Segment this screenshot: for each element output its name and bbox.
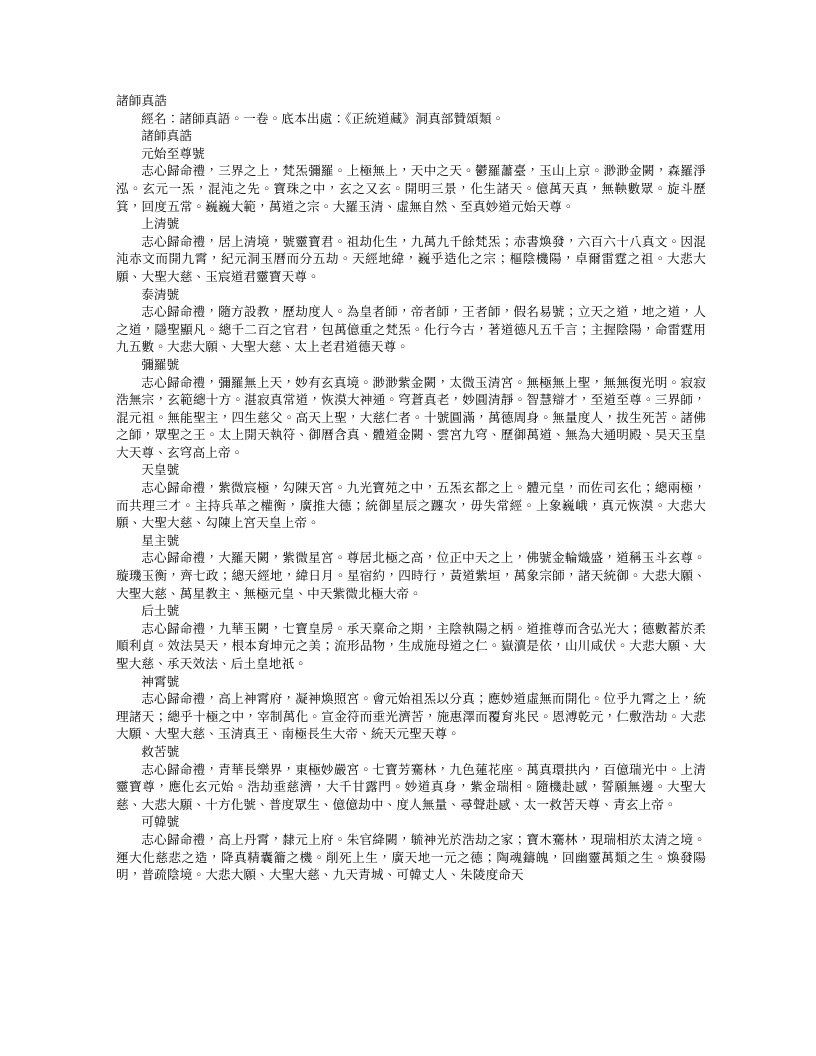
document-title: 諸師真誥: [116, 93, 167, 108]
section-body-shenxiao: 志心歸命禮，高上神霄府，凝神煥照宮。會元始祖炁以分真；應妙道虛無而開化。位乎九霄之上，統理諸天；總乎十極之中，宰制萬化。宣金符而垂光濟苦，施惠澤而覆育兆民。恩溥乾元，仁敷浩劫。大悲大願、大聖大慈、玉清真王、南極長生大帝、統天元聖天尊。: [116, 691, 706, 742]
section-body-tianhuang: 志心歸命禮，紫微宸極，勾陳天宮。九光寶苑之中，五炁玄都之上。體元皇，而佐司玄化；總兩極，而共理三才。主持兵革之權衡，廣推大德；統御星辰之躔次，毋失常經。上象巍峨，真元恢漠。大悲大願、大聖大慈、勾陳上宮天皇上帝。: [116, 480, 706, 531]
section-body-kehan: 志心歸命禮，高上丹霄，隸元上府。朱官絳闕，毓神光於浩劫之家；寶木騫林，現瑞相於太清之境。運大化慈悲之造，降真精囊籥之機。削死上生，廣天地一元之德；陶魂鑄魄，回幽靈萬類之生。煥發陽明，普疏陰境。大悲大願、大聖大慈、九天青城、可韓丈人、朱陵度命天: [116, 831, 706, 883]
section-heading-jiuku: 救苦號: [141, 743, 180, 759]
section-body-shangqing: 志心歸命禮，居上清境，號靈寶君。祖劫化生，九萬九千餘梵炁；赤書煥發，六百六十八真文。因混沌赤文而開九霄，紀元洞玉曆而分五劫。天經地緯，巍乎造化之宗；樞陰機陽，卓爾雷霆之祖。大悲大願、大聖大慈、玉宸道君靈寶天尊。: [116, 233, 706, 284]
section-heading-xingzhu: 星主號: [141, 532, 180, 548]
running-title: 諸師真誥: [141, 128, 193, 144]
section-heading-shenxiao: 神霄號: [141, 673, 180, 689]
section-body-jiuku: 志心歸命禮，青華長樂界，東極妙嚴宮。七寶芳騫林，九色蓮花座。萬真環拱內，百億瑞光中。上清靈寶尊，應化玄元始。浩劫垂慈濟，大千甘露門。妙道真身，紫金瑞相。隨機赴感，誓願無邊。大聖大慈、大悲大願、十方化號、普度眾生、億億劫中、度人無量、尋聲赴感、太一救苦天尊、青玄上帝。: [116, 761, 706, 812]
section-heading-kehan: 可韓號: [141, 814, 180, 830]
section-heading-shangqing: 上清號: [141, 216, 180, 232]
section-heading-taiqing: 泰清號: [141, 286, 180, 302]
section-body-houtu: 志心歸命禮，九華玉闕，七寶皇房。承天稟命之期，主陰執陽之柄。道推尊而含弘光大；德數蓄於柔順利貞。效法昊天，根本育坤元之美；流形品物，生成施母道之仁。嶽瀆是依，山川咸伏。大悲大願、大聖大慈、承天效法、后土皇地祇。: [116, 620, 706, 671]
document-text-column: [116, 92, 706, 884]
section-heading-houtu: 后土號: [141, 603, 180, 619]
section-body-miluo: 志心歸命禮，彌羅無上天，妙有玄真境。渺渺紫金闕，太微玉清宮。無極無上聖，無無復光明。寂寂浩無宗，玄範總十方。湛寂真常道，恢漠大神通。穹蒼真老，妙圓清靜。智慧辯才，至道至尊。三界師，混元祖。無能聖主，四生慈父。高天上聖，大慈仁者。十號圓滿，萬德周身。無量度人，拔生死苦。諸佛之師，眾聖之王。太上開天執符、御曆含真、體道金闕、雲宮九穹、歷御萬道、無為大通明殿、昊天玉皇大天尊、玄穹高上帝。: [116, 374, 706, 460]
section-heading-tianhuang: 天皇號: [141, 462, 180, 478]
colophon-line: 經名：諸師真語。一卷。底本出處：《正統道藏》洞真部贊頌類。: [141, 110, 505, 126]
section-body-taiqing: 志心歸命禮，隨方設教，歷劫度人。為皇者師，帝者師，王者師，假名易號；立天之道，地之道，人之道，隱聖顯凡。總千二百之官君，包萬億重之梵炁。化行今古，著道德凡五千言；主握陰陽，命雷霆用九五數。大悲大願、大聖大慈、太上老君道德天尊。: [116, 304, 706, 355]
section-body-yuanshi: 志心歸命禮，三界之上，梵炁彌羅。上極無上，天中之天。鬱羅蕭臺，玉山上京。渺渺金闕，森羅淨泓。玄元一炁，混沌之先。寶珠之中，玄之又玄。開明三景，化生諸天。億萬天真，無鞅數眾。旋斗歷箕，回度五常。巍巍大範，萬道之宗。大羅玉清、虛無自然、至真妙道元始天尊。: [116, 163, 706, 214]
section-heading-yuanshi: 元始至尊號: [141, 145, 205, 161]
section-body-xingzhu: 志心歸命禮，大羅天闕，紫微星宮。尊居北極之高，位正中天之上，佛號金輪熾盛，道稱玉斗玄尊。璇璣玉衡，齊七政；總天經地，緯日月。星宿約，四時行，黃道紫垣，萬象宗師，諸天統御。大悲大願、大聖大慈、萬星教主、無極元皇、中天紫微北極大帝。: [116, 550, 706, 601]
section-heading-miluo: 彌羅號: [141, 356, 180, 372]
